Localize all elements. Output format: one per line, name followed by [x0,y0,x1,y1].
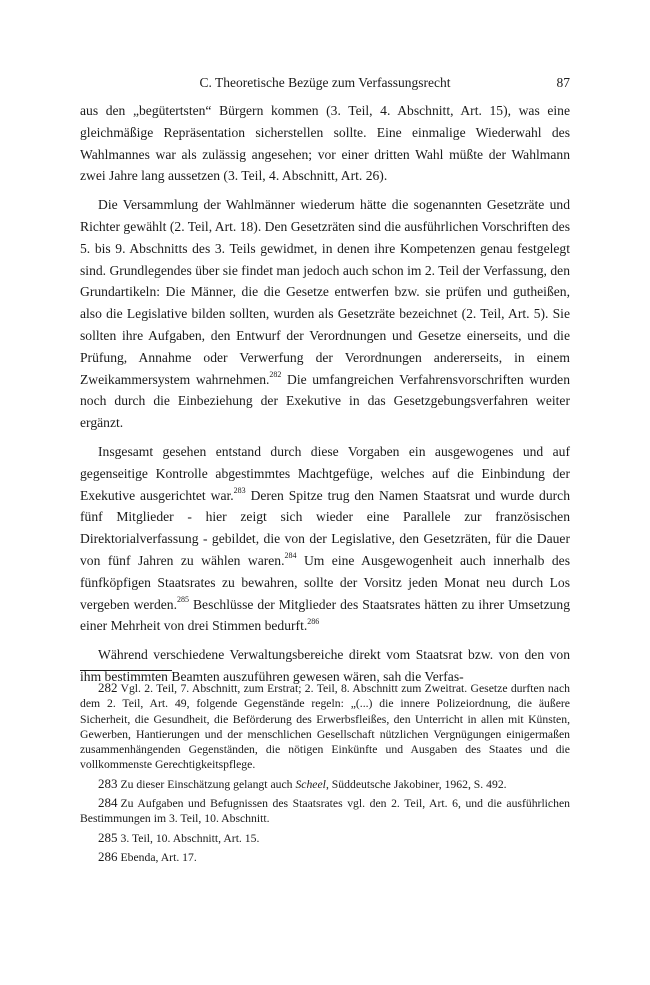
paragraph-1: aus den „begütertsten“ Bürgern kommen (3. Teil, 4. Abschnitt, Art. 15), was eine gleichmäßige Repräsentation sicherstellen sollte. Eine einmalige Wiederwahl des Wahlmannes war als zulässig angesehen; vor einer dritten Wahl müßte der Wahlmann zwei Jahre lang aussetzen (3. Teil, 4. Abschnitt, Art. 26). [80,103,570,184]
paragraph-3-text-b: Deren Spitze trug den Namen Staatsrat und wurde durch fünf Mitglieder - hier zeigt sich wieder eine Parallele zur französischen Direktorialverfassung - gebildet, die von der Legislative, den Gesetzräten, für die Dauer von fünf Jahren zu wählen waren. [80,487,571,568]
paragraph-2 [80,194,570,434]
footnote-number: 286 [98,848,118,864]
footnote-text: Zu Aufgaben und Befugnissen des Staatsrates vgl. den 2. Teil, Art. 6, und die ausführlichen Bestimmungen im 3. Teil, 10. Abschnitt. [80,797,570,826]
footnote-number: 283 [98,775,118,791]
author-name: Scheel [295,777,326,791]
paragraph-3-text-d: Beschlüsse der Mitglieder des Staatsrates hätten zu ihrer Umsetzung einer Mehrheit von drei Stimmen bedurft. [80,596,571,634]
footnote-ref-285: 285 [176,595,189,604]
paragraph-3 [80,441,570,637]
footnote-text: Vgl. 2. Teil, 7. Abschnitt, zum Erstrat; 2. Teil, 8. Abschnitt zum Zweitrat. Gesetze durften nach dem 2. Teil, Art. 49, folgende Gegenstände regeln: „(...) die innere Polizeiordnung, die äußere Sicherheit, die Gesundheit, die Beförderung des Erwerbsfleißes, den Unterricht in allen mit Künsten, Gewerben, Hantierungen und der menschlichen Gesellschaft nützlichen Vergnügungen einigermaßen zusammenhängenden Gegenständen, die nötigen Einkünfte und Ausgaben des Staates und die vollkommenste Gerechtigkeitspflege. [80,682,570,772]
footnote-283 [80,776,570,792]
body-text [80,100,570,688]
footnotes [80,680,570,868]
paragraph-4: Während verschiedene Verwaltungsbereiche direkt vom Staatsrat bzw. von den von ihm bestimmten Beamten auszuführen gewesen wären, sah die Verfas- [80,647,570,684]
footnote-number: 285 [98,829,118,845]
footnote-285 [80,830,570,846]
running-head-title: C. Theoretische Bezüge zum Verfassungsrecht [199,75,451,90]
footnote-number: 282 [98,680,118,695]
footnote-282 [80,680,570,773]
paragraph-3-text-c: Um eine Ausgewogenheit auch innerhalb des fünfköpfigen Staatsrates zu bewahren, sollte der Vorsitz jeden Monat neu durch Los vergeben werden. [80,552,570,612]
footnote-ref-286: 286 [307,616,320,626]
paragraph-3-text-a: Insgesamt gesehen entstand durch diese Vorgaben ein ausgewogenes und auf gegenseitige Kontrolle abgestimmtes Machtgefüge, welches auf die Einbindung der Exekutive ausgerichtet war. [80,443,570,503]
footnote-ref-282: 282 [269,370,282,380]
footnote-text: Ebenda, Art. 17. [120,850,197,864]
page-number: 87 [556,75,570,90]
footnote-text: 3. Teil, 10. Abschnitt, Art. 15. [120,831,260,845]
footnote-284 [80,795,570,827]
footnote-286 [80,849,570,865]
paragraph-2-text-a: Die Versammlung der Wahlmänner wiederum hätte die sogenannten Gesetzräte und Richter gewählt (2. Teil, Art. 18). Den Gesetzräten sind die ausführlichen Vorschriften des 5. bis 9. Abschnitts des 3. Teils gewidmet, in denen ihre Kompetenzen genau festgelegt sind. Grundlegendes über sie findet man jedoch auch schon im 2. Teil der Verfassung, den Grundartikeln: Die Männer, die die Gesetze entwerfen bzw. sie prüfen und gutheißen, also die Legislative bilden sollten, wurden als Gesetzräte bezeichnet (2. Teil, Art. 5). Sie sollten ihre Aufgaben, den Entwurf der Verordnungen und Gesetze einerseits, und die Prüfung, Annahme oder Verwerfung der Verordnungen andererseits, in einem Zweikammersystem wahrnehmen. [80,197,570,387]
running-head [80,75,570,93]
footnote-number: 284 [98,795,118,811]
footnote-text: Zu dieser Einschätzung gelangt auch [120,777,296,791]
paragraph-2-text-b: Die umfangreichen Verfahrensvorschriften wurden noch durch die Einbeziehung der Exekutive in das Gesetzgebungsverfahren weiter ergänzt. [80,371,570,431]
footnote-ref-284: 284 [284,551,297,561]
footnote-ref-283: 283 [233,486,246,496]
footnote-text-cont: , Süddeutsche Jakobiner, 1962, S. 492. [325,777,507,791]
footnote-separator [80,670,172,671]
